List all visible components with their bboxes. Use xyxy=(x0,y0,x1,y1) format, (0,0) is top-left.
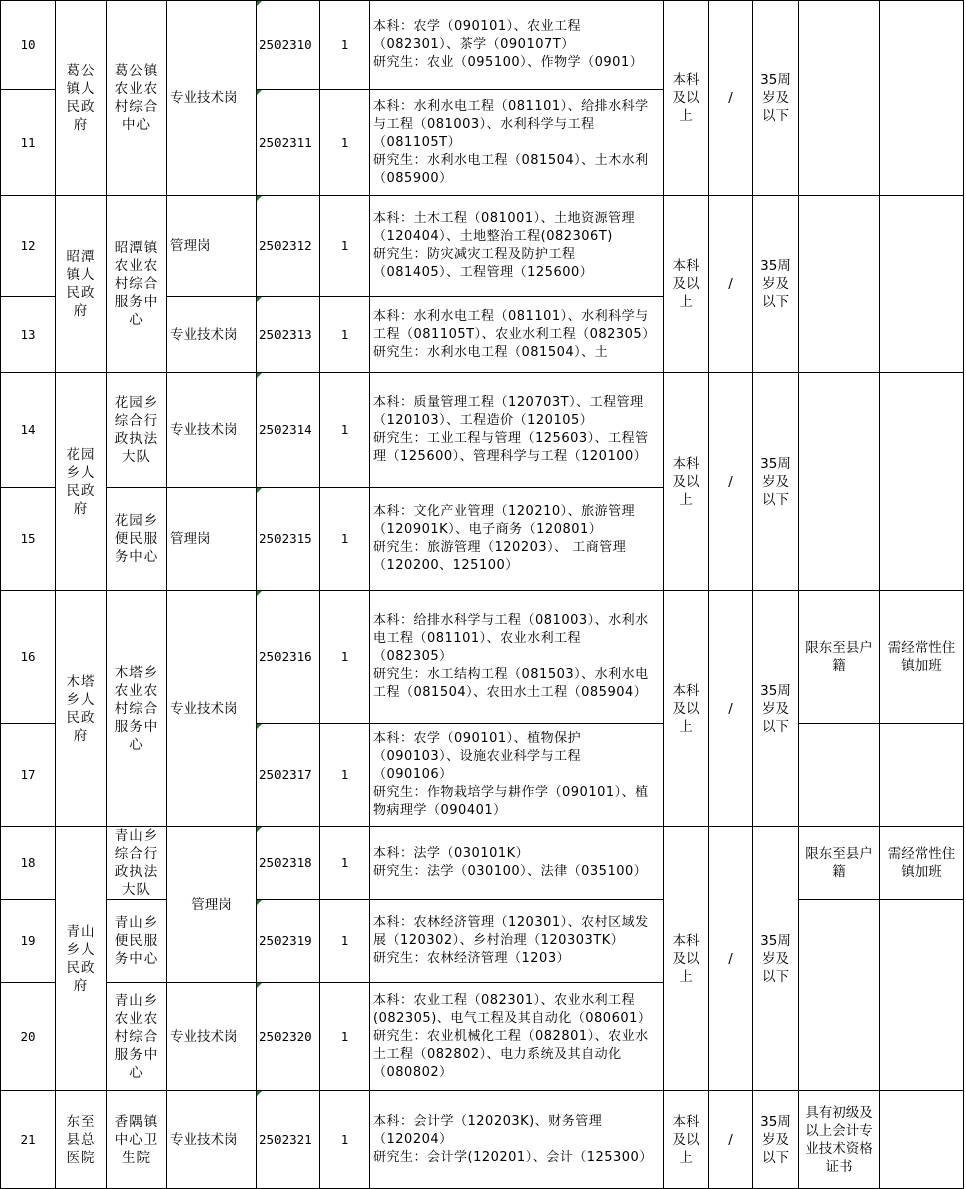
major-requirement: 本科：农林经济管理（120301）、农村区域发展（120302）、乡村治理（120303TK） 研究生：农林经济管理（1203） xyxy=(370,900,664,983)
employer-unit: 花园乡便民服务中心 xyxy=(107,488,167,591)
remarks xyxy=(880,1,964,196)
employer-unit: 青山乡便民服务中心 xyxy=(107,900,167,983)
table-row xyxy=(1,591,964,724)
post-code: 2502313 xyxy=(257,297,320,373)
other-requirement xyxy=(799,373,880,591)
row-number: 18 xyxy=(1,827,56,900)
row-number: 11 xyxy=(1,90,56,196)
age-limit: 35周岁及以下 xyxy=(753,827,799,1091)
post-code: 2502319 xyxy=(257,900,320,983)
major-requirement: 本科：水利水电工程（081101）、水利科学与工程（081105T）、农业水利工程（082305） 研究生：水利水电工程（081504）、土 xyxy=(370,297,664,373)
table-row xyxy=(1,1,964,90)
row-number: 20 xyxy=(1,983,56,1091)
post-type: 专业技术岗 xyxy=(167,373,257,488)
row-number: 16 xyxy=(1,591,56,724)
hire-count: 1 xyxy=(320,591,370,724)
education: 本科及以上 xyxy=(664,373,709,591)
hire-count: 1 xyxy=(320,1,370,90)
post-code: 2502315 xyxy=(257,488,320,591)
row-number: 17 xyxy=(1,724,56,827)
education: 本科及以上 xyxy=(664,1,709,196)
post-type: 专业技术岗 xyxy=(167,297,257,373)
department: 花园乡人民政府 xyxy=(56,373,107,591)
degree: / xyxy=(709,196,753,373)
row-number: 10 xyxy=(1,1,56,90)
post-type: 专业技术岗 xyxy=(167,1,257,196)
post-type: 管理岗 xyxy=(167,488,257,591)
row-number: 15 xyxy=(1,488,56,591)
other-requirement xyxy=(799,724,880,827)
employer-unit: 木塔乡农业农村综合服务中心 xyxy=(107,591,167,827)
major-requirement: 本科：土木工程（081001）、土地资源管理（120404）、土地整治工程(082306T) 研究生：防灾减灾工程及防护工程（081405）、工程管理（125600） xyxy=(370,196,664,297)
post-type: 管理岗 xyxy=(167,827,257,983)
table-row xyxy=(1,1091,964,1189)
employer-unit: 花园乡综合行政执法大队 xyxy=(107,373,167,488)
education: 本科及以上 xyxy=(664,591,709,827)
hire-count: 1 xyxy=(320,983,370,1091)
age-limit: 35周岁及以下 xyxy=(753,196,799,373)
education: 本科及以上 xyxy=(664,1091,709,1189)
post-code: 2502311 xyxy=(257,90,320,196)
remarks xyxy=(880,373,964,591)
remarks xyxy=(880,196,964,373)
post-code: 2502317 xyxy=(257,724,320,827)
post-type: 专业技术岗 xyxy=(167,1091,257,1189)
department: 木塔乡人民政府 xyxy=(56,591,107,827)
table-row xyxy=(1,196,964,297)
hire-count: 1 xyxy=(320,196,370,297)
major-requirement: 本科：文化产业管理（120210）、旅游管理（120901K）、电子商务（120801） 研究生：旅游管理（120203）、 工商管理（120200、125100） xyxy=(370,488,664,591)
row-number: 19 xyxy=(1,900,56,983)
department: 东至县总医院 xyxy=(56,1091,107,1189)
hire-count: 1 xyxy=(320,1091,370,1189)
major-requirement: 本科：农学（090101）、农业工程（082301）、茶学（090107T） 研究生：农业（095100）、作物学（0901） xyxy=(370,1,664,90)
major-requirement: 本科：水利水电工程（081101）、给排水科学与工程（081003）、水利科学与工程（081105T） 研究生：水利水电工程（081504）、土木水利（085900） xyxy=(370,90,664,196)
row-number: 21 xyxy=(1,1091,56,1189)
table-row xyxy=(1,827,964,900)
post-code: 2502312 xyxy=(257,196,320,297)
education: 本科及以上 xyxy=(664,827,709,1091)
hire-count: 1 xyxy=(320,297,370,373)
department: 青山乡人民政府 xyxy=(56,827,107,1091)
remarks xyxy=(880,724,964,827)
post-code: 2502314 xyxy=(257,373,320,488)
hire-count: 1 xyxy=(320,373,370,488)
post-code: 2502310 xyxy=(257,1,320,90)
remarks: 需经常性住镇加班 xyxy=(880,591,964,724)
department: 葛公镇人民政府 xyxy=(56,1,107,196)
major-requirement: 本科：农学（090101）、植物保护（090103）、设施农业科学与工程（090106） 研究生：作物栽培学与耕作学（090101）、植物病理学（090401） xyxy=(370,724,664,827)
employer-unit: 葛公镇农业农村综合中心 xyxy=(107,1,167,196)
employer-unit: 昭潭镇农业农村综合服务中心 xyxy=(107,196,167,373)
post-code: 2502321 xyxy=(257,1091,320,1189)
age-limit: 35周岁及以下 xyxy=(753,1,799,196)
major-requirement: 本科：质量管理工程（120703T）、工程管理（120103）、工程造价（120105） 研究生：工业工程与管理（125603）、工程管理（125600）、管理科学与工程（120100） xyxy=(370,373,664,488)
degree: / xyxy=(709,1,753,196)
hire-count: 1 xyxy=(320,90,370,196)
remarks xyxy=(880,900,964,1091)
age-limit: 35周岁及以下 xyxy=(753,1091,799,1189)
department: 昭潭镇人民政府 xyxy=(56,196,107,373)
degree: / xyxy=(709,591,753,827)
major-requirement: 本科：法学（030101K） 研究生：法学（030100）、法律（035100） xyxy=(370,827,664,900)
major-requirement: 本科：给排水科学与工程（081003）、水利水电工程（081101）、农业水利工程（082305） 研究生：水工结构工程（081503）、水利水电工程（081504）、农田水土工程（085904） xyxy=(370,591,664,724)
employer-unit: 香隅镇中心卫生院 xyxy=(107,1091,167,1189)
degree: / xyxy=(709,1091,753,1189)
post-code: 2502318 xyxy=(257,827,320,900)
other-requirement xyxy=(799,196,880,373)
post-code: 2502320 xyxy=(257,983,320,1091)
employer-unit: 青山乡农业农村综合服务中心 xyxy=(107,983,167,1091)
other-requirement xyxy=(799,1,880,196)
row-number: 12 xyxy=(1,196,56,297)
post-type: 管理岗 xyxy=(167,196,257,297)
other-requirement: 限东至县户籍 xyxy=(799,827,880,900)
degree: / xyxy=(709,827,753,1091)
post-type: 专业技术岗 xyxy=(167,983,257,1091)
row-number: 14 xyxy=(1,373,56,488)
table-row xyxy=(1,373,964,488)
hire-count: 1 xyxy=(320,488,370,591)
major-requirement: 本科：农业工程（082301）、农业水利工程(082305)、电气工程及其自动化（080601） 研究生：农业机械化工程（082801）、农业水土工程（082802）、电力系统及其自动化 （080802） xyxy=(370,983,664,1091)
degree: / xyxy=(709,373,753,591)
age-limit: 35周岁及以下 xyxy=(753,373,799,591)
other-requirement xyxy=(799,900,880,1091)
post-type: 专业技术岗 xyxy=(167,591,257,827)
remarks xyxy=(880,1091,964,1189)
remarks: 需经常性住镇加班 xyxy=(880,827,964,900)
employer-unit: 青山乡综合行政执法大队 xyxy=(107,827,167,900)
hire-count: 1 xyxy=(320,724,370,827)
hire-count: 1 xyxy=(320,900,370,983)
education: 本科及以上 xyxy=(664,196,709,373)
table-row xyxy=(1,900,964,983)
age-limit: 35周岁及以下 xyxy=(753,591,799,827)
other-requirement: 具有初级及以上会计专业技术资格证书 xyxy=(799,1091,880,1189)
row-number: 13 xyxy=(1,297,56,373)
other-requirement: 限东至县户籍 xyxy=(799,591,880,724)
hire-count: 1 xyxy=(320,827,370,900)
major-requirement: 本科：会计学（120203K)、财务管理（120204） 研究生：会计学(120201）、会计（125300） xyxy=(370,1091,664,1189)
post-code: 2502316 xyxy=(257,591,320,724)
